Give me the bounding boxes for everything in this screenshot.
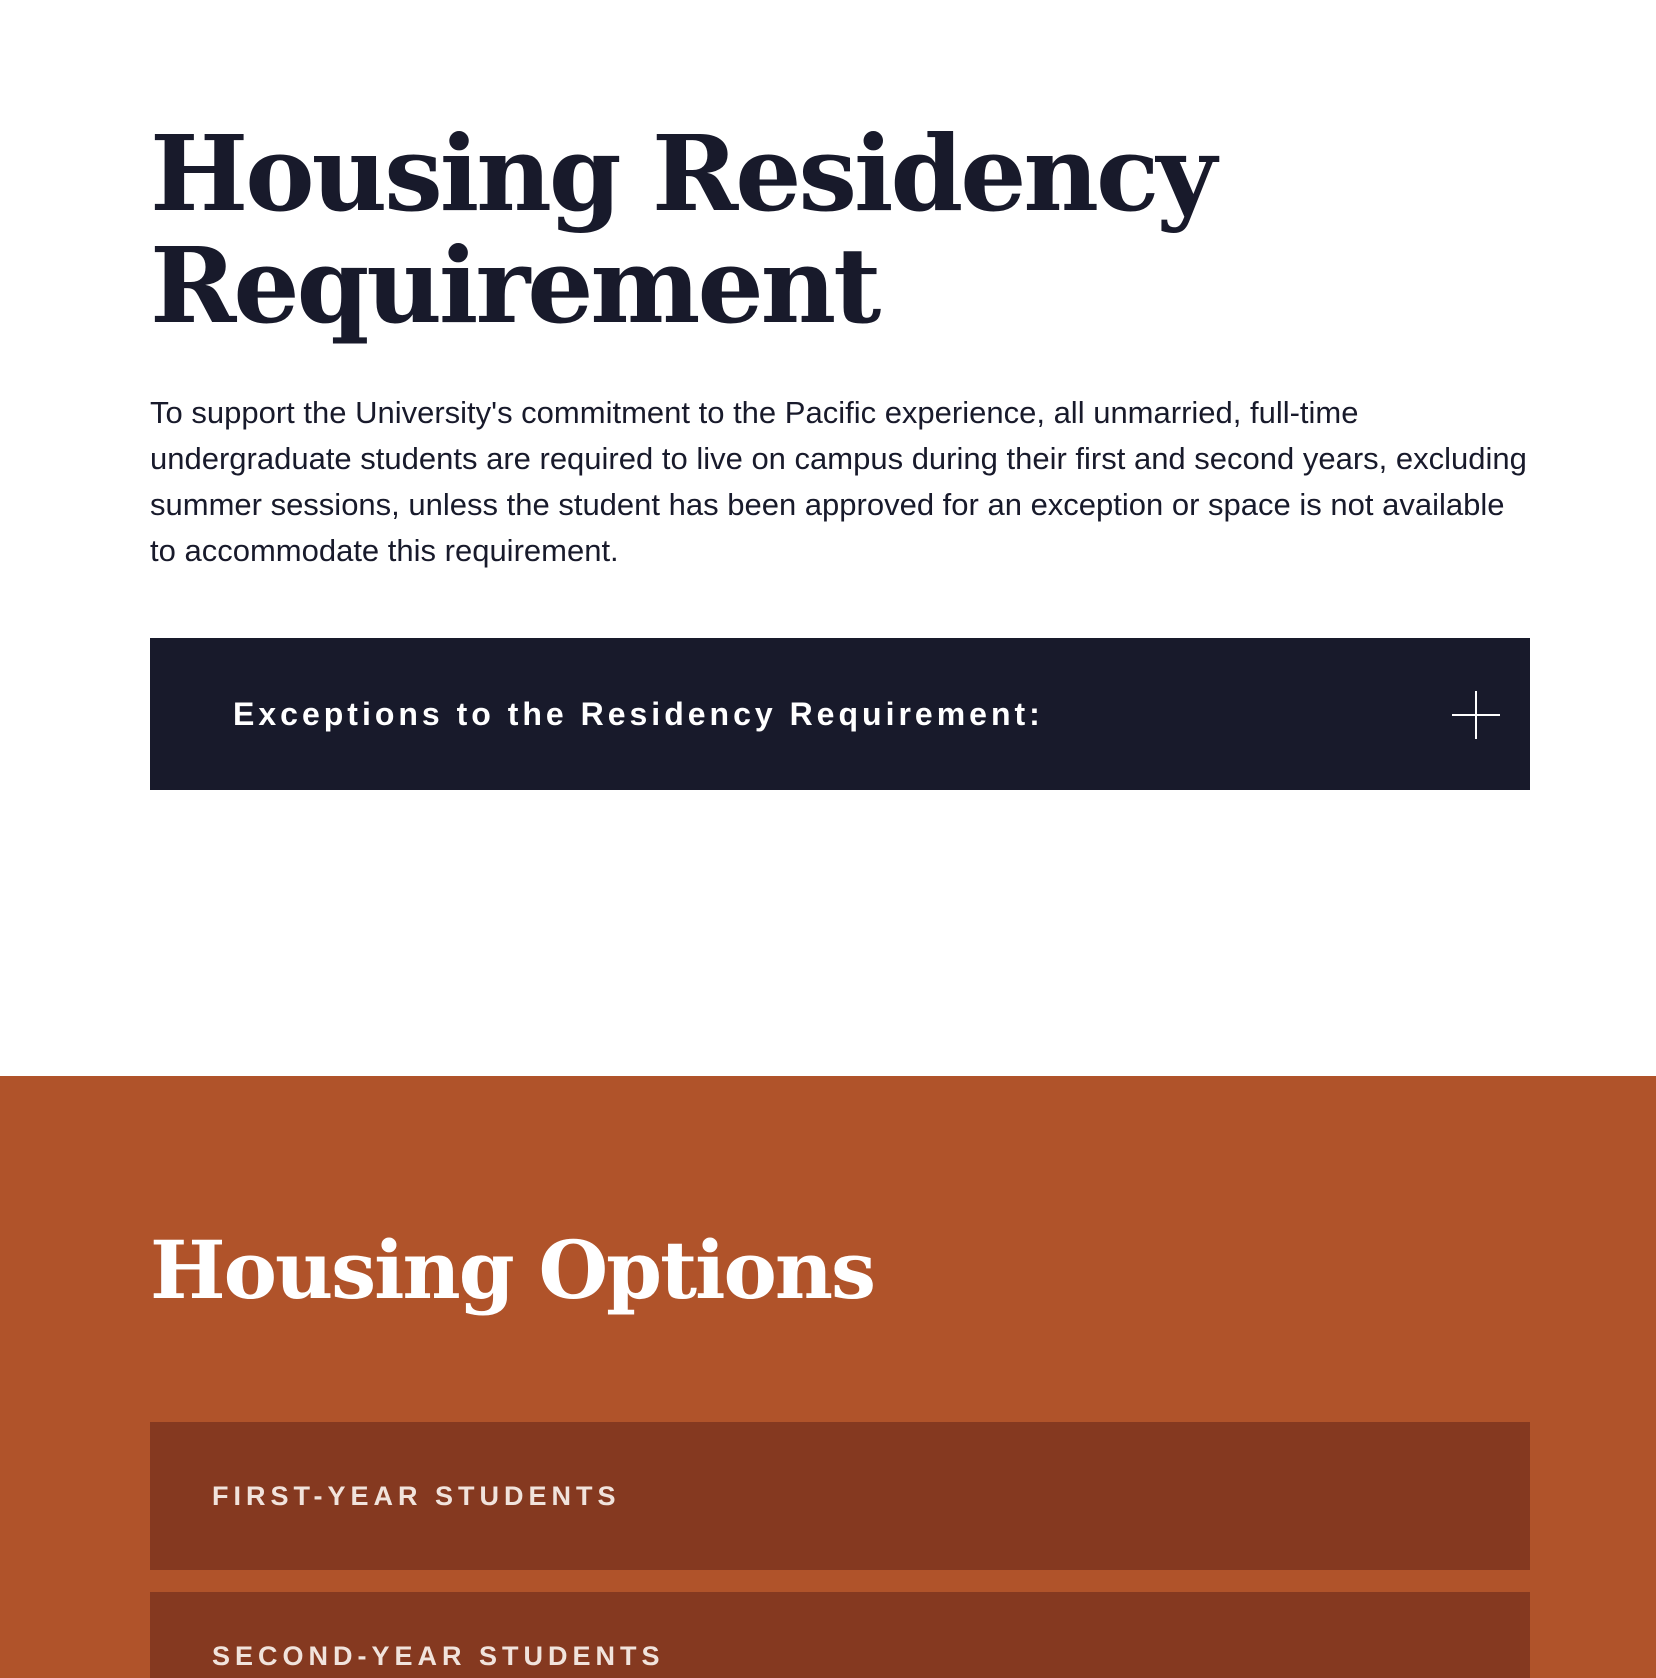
page-title: Housing Residency Requirement: [150, 112, 1214, 347]
first-year-students-label: FIRST-YEAR STUDENTS: [212, 1481, 621, 1511]
plus-icon[interactable]: [1452, 691, 1500, 739]
first-year-students-accordion[interactable]: [150, 1422, 1530, 1570]
housing-options-section: [0, 1076, 1656, 1678]
second-year-students-label: SECOND-YEAR STUDENTS: [212, 1641, 665, 1671]
residency-description: To support the University's commitment to the Pacific experience, all unmarried, full-time undergraduate students are required to live on campus during their first and second years, excluding summer sessions, unless the student has been approved for an exception or space is not available to accommodate this requirement.: [150, 395, 1527, 568]
second-year-students-accordion[interactable]: [150, 1592, 1530, 1678]
housing-options-title: Housing Options: [150, 1223, 875, 1317]
exceptions-accordion-toggle[interactable]: [150, 638, 1530, 790]
exceptions-accordion-label: Exceptions to the Residency Requirement:: [233, 696, 1044, 732]
